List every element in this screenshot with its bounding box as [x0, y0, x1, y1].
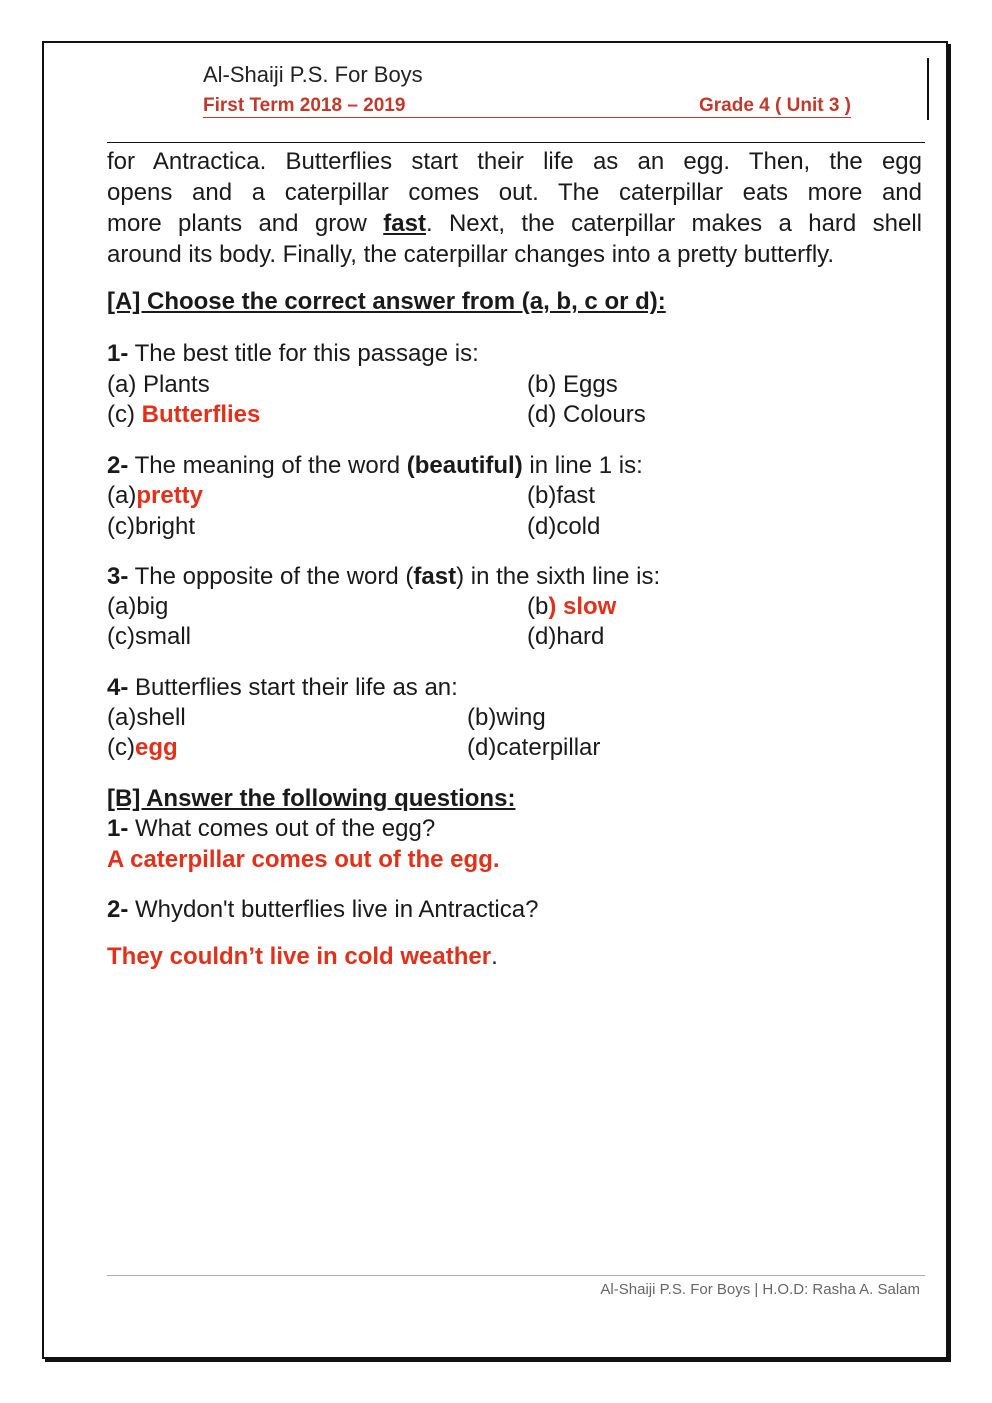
b-question-2	[107, 896, 538, 924]
q4-correct-answer: egg	[134, 734, 178, 761]
passage-line-1: for Antractica. Butterflies start their life as an egg. Then, the egg	[107, 148, 922, 175]
q2-option-d: (d)cold	[527, 513, 601, 540]
question-1	[107, 340, 479, 368]
b-question-1	[107, 815, 435, 843]
question-2	[107, 452, 643, 480]
q4-text: Butterflies start their life as an:	[128, 674, 458, 701]
section-a-heading: [A] Choose the correct answer from (a, b, c or d):	[107, 288, 666, 315]
q3-number: 3-	[107, 563, 129, 590]
q2-number: 2-	[107, 452, 129, 479]
q4-option-d: (d)caterpillar	[467, 734, 601, 761]
q1-option-c	[107, 401, 260, 429]
b-q2-answer-period: .	[491, 943, 498, 970]
q3-option-b	[527, 593, 616, 621]
header-rule	[107, 142, 925, 143]
q4-option-a: (a)shell	[107, 704, 186, 731]
reading-passage	[107, 146, 922, 270]
q3-text-start: The opposite of the word (	[128, 563, 414, 590]
q1-option-c-prefix: (c)	[107, 401, 142, 428]
page-border-shadow-right	[948, 44, 951, 1362]
q4-option-c-prefix: (c)	[107, 734, 135, 761]
q3-option-c: (c)small	[107, 623, 191, 650]
q1-number: 1-	[107, 340, 129, 367]
b-q1-answer: A caterpillar comes out of the egg.	[107, 846, 500, 873]
passage-line-3-end: . Next, the caterpillar makes a hard shell	[425, 210, 922, 237]
q1-option-a: (a) Plants	[107, 371, 210, 398]
q4-number: 4-	[107, 674, 129, 701]
q3-option-b-prefix: (b	[527, 593, 549, 620]
q2-option-a	[107, 482, 203, 510]
b-q2-text: Whydon't butterflies live in Antractica?	[128, 896, 539, 923]
passage-line-4: around its body. Finally, the caterpillar changes into a pretty butterfly.	[107, 241, 835, 268]
q3-option-a: (a)big	[107, 593, 169, 620]
b-q2-answer: They couldn’t live in cold weather	[107, 943, 492, 970]
question-3	[107, 563, 660, 591]
footer-text: Al-Shaiji P.S. For Boys | H.O.D: Rasha A. Salam	[600, 1281, 920, 1298]
q4-option-c	[107, 734, 178, 762]
term-label: First Term 2018 – 2019	[203, 95, 406, 116]
header-vertical-bar	[927, 58, 929, 120]
q2-word: (beautiful)	[406, 452, 523, 479]
b-q1-text: What comes out of the egg?	[128, 815, 436, 842]
section-b-heading: [B] Answer the following questions:	[107, 785, 516, 812]
grade-label: Grade 4 ( Unit 3 )	[698, 95, 851, 116]
keyword-fast: fast	[383, 210, 426, 237]
q2-option-c: (c)bright	[107, 513, 196, 540]
passage-line-2: opens and a caterpillar comes out. The caterpillar eats more and	[107, 179, 922, 206]
q3-text-end: ) in the sixth line is:	[456, 563, 661, 590]
q3-option-d: (d)hard	[527, 623, 605, 650]
question-4	[107, 674, 458, 702]
footer-rule	[107, 1275, 925, 1276]
q2-option-b: (b)fast	[527, 482, 596, 509]
page-border-shadow-bottom	[45, 1359, 951, 1362]
q3-correct-answer: ) slow	[548, 593, 617, 620]
q2-text-start: The meaning of the word	[128, 452, 407, 479]
school-name: Al-Shaiji P.S. For Boys	[203, 62, 423, 87]
q3-word: fast	[413, 563, 457, 590]
q1-text: The best title for this passage is:	[128, 340, 479, 367]
q2-text-end: in line 1 is:	[522, 452, 643, 479]
q2-option-a-prefix: (a)	[107, 482, 137, 509]
q2-correct-answer: pretty	[136, 482, 204, 509]
term-line	[203, 95, 851, 118]
b-q2-answer-line	[107, 943, 498, 971]
q1-correct-answer: Butterflies	[141, 401, 261, 428]
q1-option-b: (b) Eggs	[527, 371, 618, 398]
b-q1-number: 1-	[107, 815, 129, 842]
b-q2-number: 2-	[107, 896, 129, 923]
passage-line-3	[107, 208, 922, 239]
q1-option-d: (d) Colours	[527, 401, 646, 428]
passage-line-3-start: more plants and grow	[107, 210, 384, 237]
q4-option-b: (b)wing	[467, 704, 546, 731]
